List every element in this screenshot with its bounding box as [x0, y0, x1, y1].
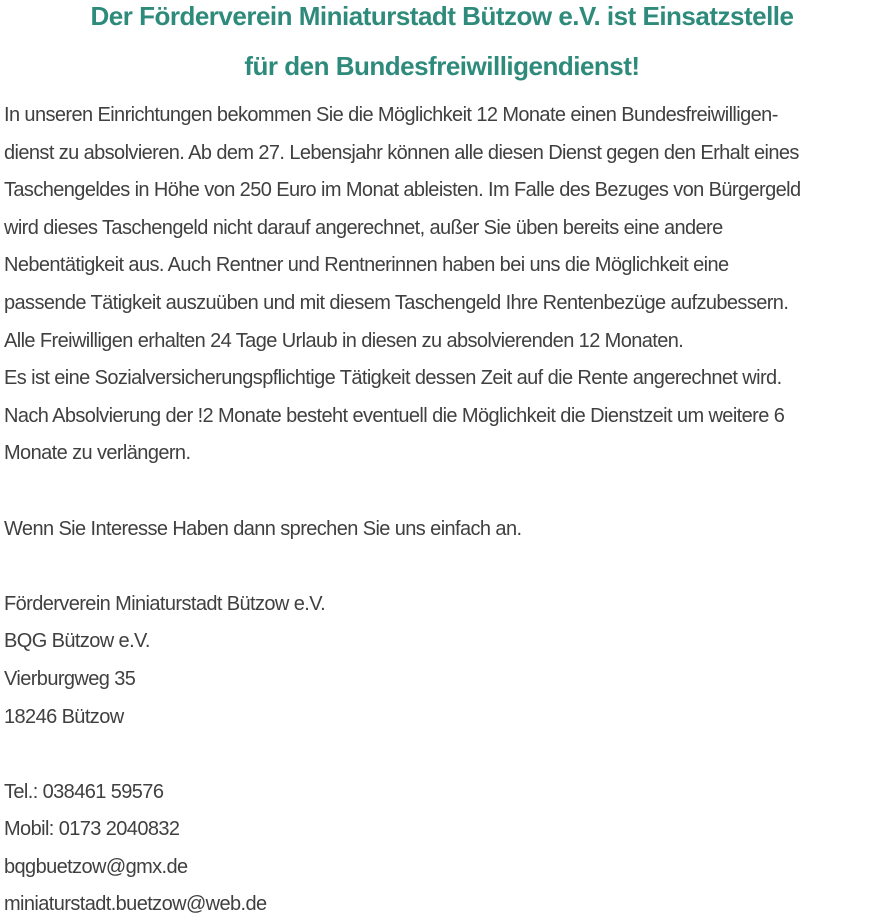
email-address-web: miniaturstadt.buetzow@web.de [4, 893, 267, 916]
interest-note: Wenn Sie Interesse Haben dann sprechen Sie uns einfach an. [4, 517, 522, 540]
paragraph-line: Alle Freiwilligen erhalten 24 Tage Urlaub in diesen zu absolvierenden 12 Monaten. [4, 329, 684, 352]
paragraph-line: Nebentätigkeit aus. Auch Rentner und Rentnerinnen haben bei uns die Möglichkeit eine [4, 254, 729, 277]
page-title-line-1: Der Förderverein Miniaturstadt Bützow e.V. ist Einsatzstelle [90, 1, 794, 31]
paragraph-line: In unseren Einrichtungen bekommen Sie die Möglichkeit 12 Monate einen Bundesfreiwilligen- [4, 104, 778, 126]
paragraph-line: Monate zu verlängern. [4, 442, 191, 465]
page-title-line-2: für den Bundesfreiwilligendienst! [244, 51, 640, 81]
blank-line [4, 548, 884, 586]
paragraph-line: passende Tätigkeit auszuüben und mit diesem Taschengeld Ihre Rentenbezüge aufzubessern. [4, 291, 789, 314]
postal-city: 18246 Bützow [4, 705, 124, 728]
paragraph-line: Nach Absolvierung der !2 Monate besteht eventuell die Möglichkeit die Dienstzeit um weitere 6 [4, 404, 785, 427]
page-title [0, 0, 884, 91]
paragraph-line: dienst zu absolvieren. Ab dem 27. Lebensjahr können alle diesen Dienst gegen den Erhalt eines [4, 141, 799, 164]
org-secondary-name: BQG Bützow e.V. [4, 630, 150, 653]
paragraph-line: Taschengeldes in Höhe von 250 Euro im Monat ableisten. Im Falle des Bezuges von Bürgergeld [4, 179, 801, 202]
phone-number: Tel.: 038461 59576 [4, 780, 164, 803]
paragraph-line: wird dieses Taschengeld nicht darauf angerechnet, außer Sie üben bereits eine andere [4, 216, 723, 239]
org-name: Förderverein Miniaturstadt Bützow e.V. [4, 592, 326, 615]
mobile-number: Mobil: 0173 2040832 [4, 818, 180, 841]
address-block [4, 586, 884, 736]
contact-block [4, 774, 884, 923]
street-address: Vierburgweg 35 [4, 667, 136, 690]
email-address-gmx: bqgbuetzow@gmx.de [4, 855, 188, 878]
intro-paragraph [4, 97, 884, 473]
blank-line [4, 736, 884, 774]
paragraph-line: Es ist eine Sozialversicherungspflichtige Tätigkeit dessen Zeit auf die Rente angerechnet wird. [4, 367, 782, 390]
blank-line [4, 473, 884, 511]
body-content [0, 97, 884, 923]
